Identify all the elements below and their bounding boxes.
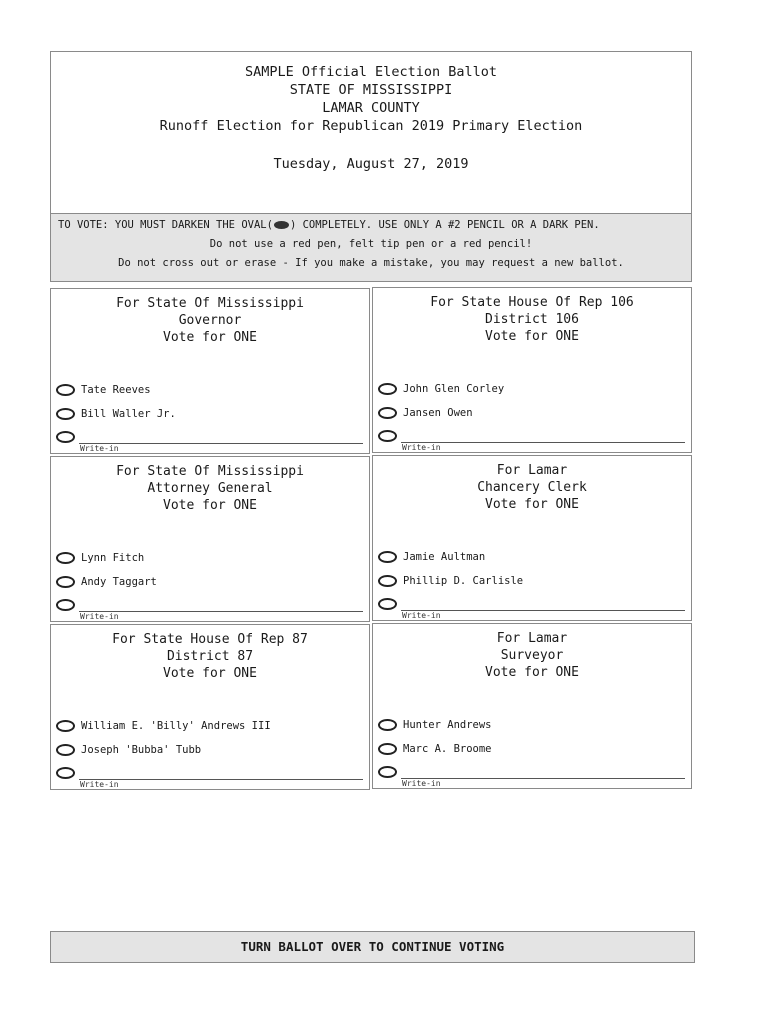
write-in-option[interactable] — [378, 592, 685, 618]
candidate-option[interactable] — [56, 384, 151, 396]
candidate-option[interactable] — [378, 407, 473, 419]
candidate-name: Tate Reeves — [81, 384, 151, 396]
race-title: Chancery Clerk — [477, 480, 587, 495]
candidate-option[interactable] — [378, 743, 492, 755]
vote-oval-icon[interactable] — [378, 598, 397, 610]
vote-oval-icon[interactable] — [56, 431, 75, 443]
write-in-option[interactable] — [56, 761, 363, 787]
write-in-label: Write-in — [402, 443, 441, 452]
instruction-line — [51, 219, 691, 231]
write-in-option[interactable] — [378, 424, 685, 450]
vote-oval-icon[interactable] — [378, 383, 397, 395]
candidate-option[interactable] — [56, 408, 176, 420]
candidate-name: Bill Waller Jr. — [81, 408, 176, 420]
race-title: District 106 — [485, 312, 579, 327]
vote-oval-icon[interactable] — [56, 720, 75, 732]
vote-oval-icon[interactable] — [378, 719, 397, 731]
candidate-option[interactable] — [378, 551, 485, 563]
vote-oval-icon[interactable] — [56, 767, 75, 779]
write-in-label: Write-in — [80, 780, 119, 789]
race-instruction: Vote for ONE — [163, 330, 257, 345]
instruction-line: Do not use a red pen, felt tip pen or a red pencil! — [209, 238, 533, 250]
vote-oval-icon[interactable] — [378, 766, 397, 778]
race-header — [373, 462, 691, 513]
race-instruction: Vote for ONE — [485, 329, 579, 344]
voting-instructions — [51, 213, 691, 281]
vote-oval-icon[interactable] — [378, 575, 397, 587]
write-in-option[interactable] — [56, 425, 363, 451]
candidate-name: Andy Taggart — [81, 576, 157, 588]
vote-oval-icon[interactable] — [378, 551, 397, 563]
race-office: For State Of Mississippi — [116, 464, 304, 479]
write-in-option[interactable] — [378, 760, 685, 786]
election-date: Tuesday, August 27, 2019 — [273, 156, 469, 172]
vote-oval-icon[interactable] — [56, 599, 75, 611]
race-header — [51, 463, 369, 514]
race-chancery-clerk — [372, 455, 692, 621]
candidate-name: Lynn Fitch — [81, 552, 145, 564]
candidate-name: Joseph 'Bubba' Tubb — [81, 744, 202, 756]
candidate-name: Phillip D. Carlisle — [403, 575, 524, 587]
vote-oval-icon[interactable] — [56, 408, 75, 420]
ballot-title-line: SAMPLE Official Election Ballot — [245, 64, 497, 80]
race-state-house-87 — [50, 624, 370, 790]
instruction-line: Do not cross out or erase - If you make a mistake, you may request a new ballot. — [118, 257, 624, 269]
candidate-option[interactable] — [378, 383, 504, 395]
candidate-option[interactable] — [56, 720, 271, 732]
vote-oval-icon[interactable] — [378, 430, 397, 442]
race-attorney-general — [50, 456, 370, 622]
candidate-name: William E. 'Billy' Andrews III — [81, 720, 271, 732]
write-in-line[interactable] — [79, 611, 363, 612]
race-state-house-106 — [372, 287, 692, 453]
race-header — [51, 631, 369, 682]
race-instruction: Vote for ONE — [163, 666, 257, 681]
write-in-label: Write-in — [80, 444, 119, 453]
candidate-option[interactable] — [56, 576, 157, 588]
write-in-label: Write-in — [402, 611, 441, 620]
vote-oval-icon[interactable] — [56, 384, 75, 396]
ballot-title-line: LAMAR COUNTY — [322, 100, 420, 116]
filled-oval-icon — [274, 221, 289, 229]
ballot-title — [51, 63, 691, 135]
race-surveyor — [372, 623, 692, 789]
race-instruction: Vote for ONE — [485, 665, 579, 680]
race-office: For Lamar — [496, 463, 568, 478]
vote-oval-icon[interactable] — [378, 743, 397, 755]
ballot-title-line: Runoff Election for Republican 2019 Primary Election — [159, 118, 583, 134]
race-title: District 87 — [166, 649, 254, 664]
instruction-text: ) COMPLETELY. USE ONLY A #2 PENCIL OR A DARK PEN. — [289, 219, 600, 231]
write-in-option[interactable] — [56, 593, 363, 619]
candidate-option[interactable] — [56, 552, 144, 564]
instruction-text: TO VOTE: YOU MUST DARKEN THE OVAL( — [58, 219, 273, 231]
race-governor — [50, 288, 370, 454]
race-office: For Lamar — [496, 631, 568, 646]
ballot-header — [50, 51, 692, 282]
race-header — [373, 294, 691, 345]
race-office: For State Of Mississippi — [116, 296, 304, 311]
candidate-name: Jamie Aultman — [403, 551, 486, 563]
write-in-line[interactable] — [79, 779, 363, 780]
candidate-name: Marc A. Broome — [403, 743, 492, 755]
race-header — [51, 295, 369, 346]
candidate-name: Jansen Owen — [403, 407, 473, 419]
candidate-option[interactable] — [56, 744, 201, 756]
write-in-label: Write-in — [80, 612, 119, 621]
vote-oval-icon[interactable] — [56, 552, 75, 564]
write-in-line[interactable] — [401, 442, 685, 443]
vote-oval-icon[interactable] — [378, 407, 397, 419]
vote-oval-icon[interactable] — [56, 576, 75, 588]
race-office: For State House Of Rep 87 — [112, 632, 308, 647]
write-in-label: Write-in — [402, 779, 441, 788]
ballot-title-line: STATE OF MISSISSIPPI — [289, 82, 453, 98]
race-title: Attorney General — [147, 481, 273, 496]
write-in-line[interactable] — [79, 443, 363, 444]
race-office: For State House Of Rep 106 — [430, 295, 634, 310]
race-instruction: Vote for ONE — [163, 498, 257, 513]
write-in-line[interactable] — [401, 778, 685, 779]
vote-oval-icon[interactable] — [56, 744, 75, 756]
candidate-option[interactable] — [378, 575, 523, 587]
candidate-name: John Glen Corley — [403, 383, 505, 395]
race-title: Governor — [178, 313, 242, 328]
race-instruction: Vote for ONE — [485, 497, 579, 512]
candidate-option[interactable] — [378, 719, 492, 731]
turn-over-notice: TURN BALLOT OVER TO CONTINUE VOTING — [50, 931, 695, 963]
candidate-name: Hunter Andrews — [403, 719, 492, 731]
race-title: Surveyor — [500, 648, 564, 663]
race-header — [373, 630, 691, 681]
write-in-line[interactable] — [401, 610, 685, 611]
